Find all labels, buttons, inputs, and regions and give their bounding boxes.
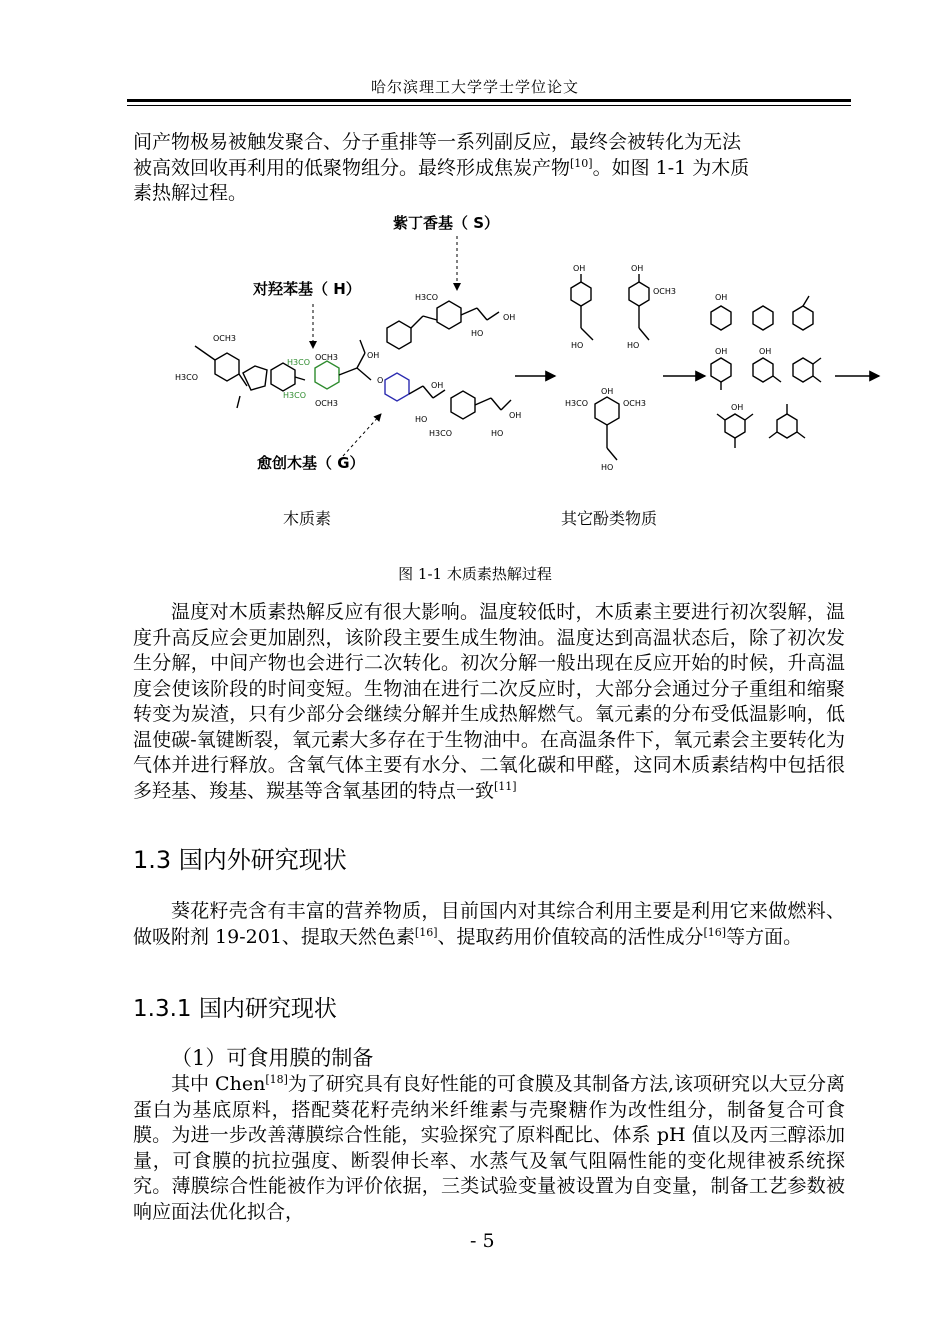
svg-text:H3CO: H3CO: [283, 391, 306, 400]
svg-text:OH: OH: [759, 347, 772, 356]
figure-caption: 图 1-1 木质素热解过程: [398, 565, 552, 583]
svg-text:OCH3: OCH3: [623, 399, 646, 408]
list-item-heading-1: （1）可食用膜的制备: [171, 1046, 374, 1070]
arrow-guaiacyl: [343, 414, 381, 456]
citation: [16]: [703, 925, 727, 939]
label-p-hydroxyphenyl: 对羟苯基（ H）: [253, 280, 361, 298]
svg-text:OCH3: OCH3: [315, 399, 338, 408]
label-lignin: 木质素: [283, 509, 332, 528]
paragraph-2: 温度对木质素热解反应有很大影响。温度较低时，木质素主要进行初次裂解，温度升高反应会更加剧烈，该阶段主要生成生物油。温度达到高温状态后，除了初次发生分解，中间产物也会进行二次转化。初次分解一般出现在反应开始的时候，升高温度会使该阶段的时间变短。生物油在进行二次反应时，大部分会通过分子重组和缩聚转变为炭渣，只有少部分会继续分解并生成热解燃气。氧元素的分布受低温影响，低温使碳-氧键断裂，氧元素大多存在于生物油中。在高温条件下，氧元素会主要转化为气体并进行释放。含氧气体主要有水分、二氧化碳和甲醛，这同木质素结构中包括很多羟基、羧基、羰基等含氧基团的特点一致[11]: [133, 601, 845, 802]
svg-text:OH: OH: [715, 293, 728, 302]
svg-text:OCH3: OCH3: [315, 353, 338, 362]
header-rule-thin: [127, 105, 851, 106]
citation: [11]: [494, 779, 517, 793]
paragraph-1-line-2: 被高效回收再利用的低聚物组分。最终形成焦炭产物[10]。如图 1-1 为木质: [133, 156, 750, 179]
product-labels: [715, 293, 771, 412]
svg-text:OH: OH: [431, 381, 444, 390]
lignin-structure: [195, 301, 511, 419]
svg-text:H3CO: H3CO: [565, 399, 588, 408]
svg-text:H3CO: H3CO: [287, 358, 310, 367]
svg-text:OH: OH: [731, 403, 744, 412]
citation: [16]: [414, 925, 438, 939]
page-header-title: 哈尔滨理工大学学士学位论文: [370, 78, 579, 96]
paragraph-4: 其中 Chen[18]为了研究具有良好性能的可食膜及其制备方法,该项研究以大豆分离蛋白为基底原料，搭配葵花籽壳纳米纤维素与壳聚糖作为改性组分，制备复合可食膜。为进一步改善薄膜综合性能，实验探究了原料配比、体系 pH 值以及丙三醇添加量，可食膜的抗拉强度、断裂伸长率、水蒸气及氧气阻隔性能的变化规律被系统探究。薄膜综合性能被作为评价依据，三类试验变量被设置为自变量，制备工艺参数被响应面法优化拟合，: [133, 1073, 846, 1223]
paragraph-1-line-1: 间产物极易被触发聚合、分子重排等一系列副反应，最终会被转化为无法: [133, 131, 742, 153]
label-other-phenols: 其它酚类物质: [561, 509, 658, 528]
page-number: - 5: [470, 1230, 495, 1252]
intermediate-phenols: [571, 274, 649, 460]
lignin-substituents: [175, 293, 521, 438]
section-heading-1-3-1: 1.3.1 国内研究现状: [133, 996, 337, 1022]
svg-text:HO: HO: [491, 429, 504, 438]
paragraph-1: [133, 130, 845, 207]
svg-text:HO: HO: [571, 341, 584, 350]
citation: [18]: [265, 1073, 288, 1086]
citation: [10]: [570, 156, 593, 170]
header-rule-thick: [127, 99, 851, 102]
product-phenols: [711, 296, 821, 448]
section-heading-1-3: 1.3 国内外研究现状: [133, 846, 347, 874]
svg-text:HO: HO: [471, 329, 484, 338]
svg-text:O: O: [377, 376, 384, 385]
lignin-pyrolysis-figure: [175, 208, 885, 538]
svg-text:H3CO: H3CO: [175, 373, 198, 382]
svg-text:HO: HO: [601, 463, 614, 472]
svg-text:H3CO: H3CO: [415, 293, 438, 302]
svg-text:OH: OH: [367, 351, 380, 360]
svg-text:OCH3: OCH3: [653, 287, 676, 296]
paragraph-1-line-3: 素热解过程。: [133, 182, 248, 204]
svg-text:OH: OH: [503, 313, 516, 322]
svg-text:OH: OH: [601, 387, 614, 396]
svg-text:HO: HO: [627, 341, 640, 350]
svg-text:OCH3: OCH3: [213, 334, 236, 343]
intermediate-labels: [565, 264, 676, 472]
svg-text:OH: OH: [573, 264, 586, 273]
svg-text:H3CO: H3CO: [429, 429, 452, 438]
svg-text:OH: OH: [631, 264, 644, 273]
svg-text:OH: OH: [715, 347, 728, 356]
paragraph-3: 葵花籽壳含有丰富的营养物质，目前国内对其综合利用主要是利用它来做燃料、做吸附剂 19-201、提取天然色素[16]、提取药用价值较高的活性成分[16]等方面。: [133, 900, 845, 948]
label-syringyl: 紫丁香基（ S）: [393, 214, 500, 232]
svg-text:OH: OH: [509, 411, 522, 420]
label-guaiacyl: 愈创木基（ G）: [257, 454, 365, 472]
svg-text:HO: HO: [415, 415, 428, 424]
